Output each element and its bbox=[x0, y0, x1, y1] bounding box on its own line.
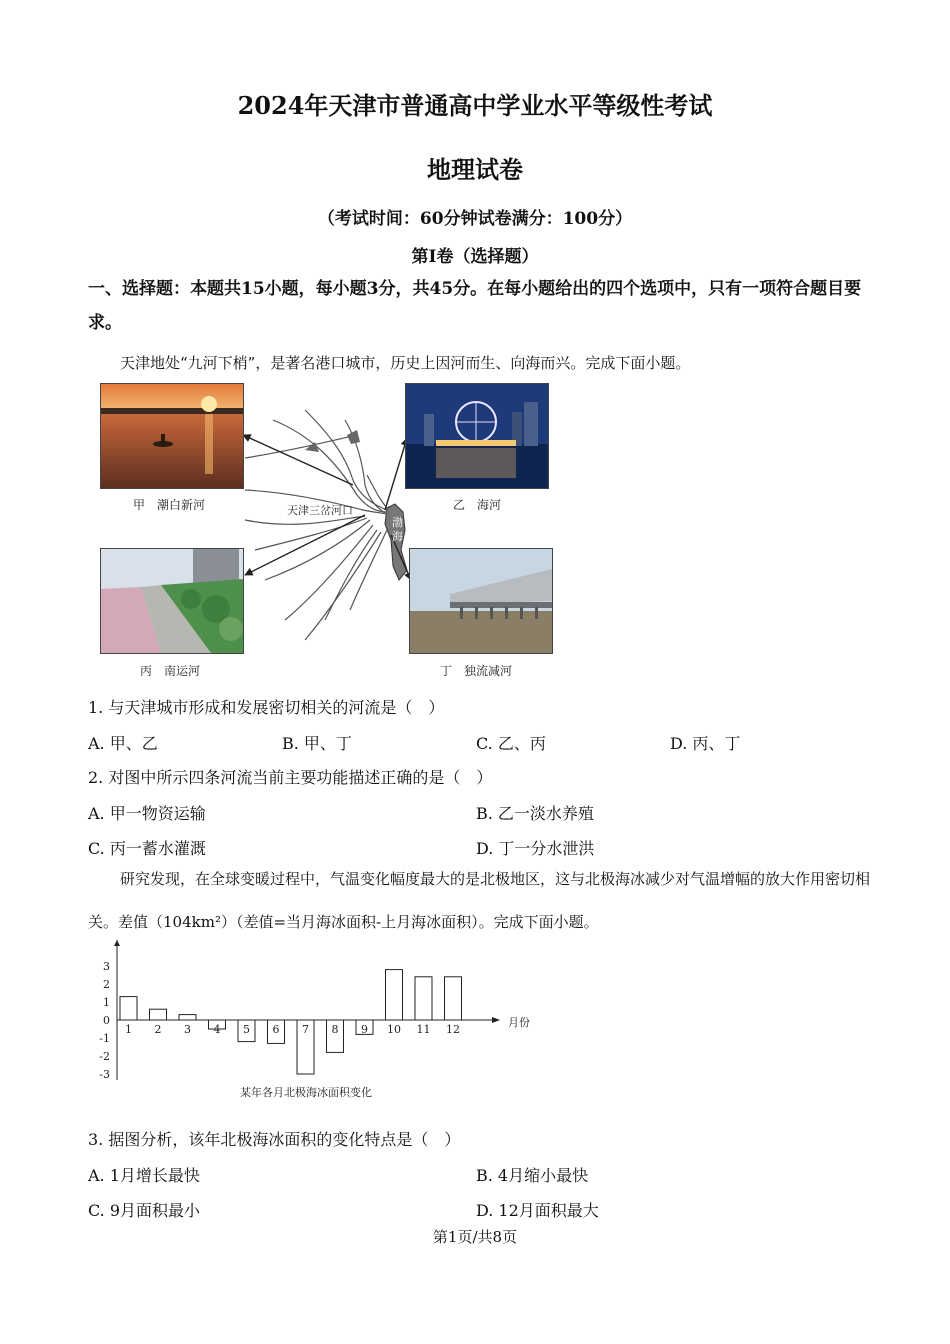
q1-option-d[interactable]: D. 丙、丁 bbox=[670, 734, 741, 753]
subject-title: 地理试卷 bbox=[427, 155, 523, 184]
passage-1: 天津地处“九河下梢”，是著名港口城市，历史上因河而生、向海而兴。完成下面小题。 bbox=[120, 354, 691, 372]
exam-info: （考试时间：60分钟试卷满分：100分） bbox=[317, 209, 633, 229]
bar-month-12 bbox=[445, 977, 462, 1020]
caption-jia: 甲 潮白新河 bbox=[133, 498, 206, 512]
q1-option-c[interactable]: C. 乙、丙 bbox=[476, 734, 546, 753]
photo-ding bbox=[409, 548, 553, 654]
q1-option-b[interactable]: B. 甲、丁 bbox=[282, 734, 352, 753]
q3-option-d[interactable]: D. 12月面积最大 bbox=[476, 1201, 599, 1220]
q2-option-d[interactable]: D. 丁一分水泄洪 bbox=[476, 839, 595, 858]
exam-title: 2024年天津市普通高中学业水平等级性考试 bbox=[237, 91, 713, 120]
x-tick-label: 3 bbox=[184, 1023, 191, 1036]
photo-jia bbox=[100, 383, 244, 489]
sea-ice-chart bbox=[90, 940, 540, 1105]
q2-stem: 2. 对图中所示四条河流当前主要功能描述正确的是（ ） bbox=[88, 768, 493, 787]
section-title: 一、选择题：本题共15小题，每小题3分，共45分。在每小题给出的四个选项中，只有一项符合题目要求。 bbox=[88, 279, 862, 333]
map-label-sea-1: 渤 bbox=[392, 516, 403, 529]
part-title: 第Ⅰ卷（选择题） bbox=[411, 247, 539, 267]
bar-month-11 bbox=[415, 977, 432, 1020]
bar-month-2 bbox=[150, 1009, 167, 1020]
x-tick-label: 10 bbox=[387, 1023, 401, 1036]
map-label-city: 天津三岔河口 bbox=[287, 504, 353, 517]
x-tick-label: 8 bbox=[331, 1023, 339, 1036]
x-axis-label: 月份 bbox=[508, 1016, 530, 1029]
y-tick-label: -3 bbox=[99, 1068, 110, 1081]
y-tick-label: 3 bbox=[103, 960, 110, 973]
y-tick-label: 2 bbox=[103, 978, 110, 991]
bar-month-3 bbox=[179, 1015, 196, 1020]
river-figure bbox=[95, 380, 560, 680]
y-tick-label: -1 bbox=[99, 1032, 110, 1045]
q2-option-b[interactable]: B. 乙一淡水养殖 bbox=[476, 804, 594, 823]
y-tick-label: -2 bbox=[99, 1050, 110, 1063]
q3-option-c[interactable]: C. 9月面积最小 bbox=[88, 1201, 201, 1220]
x-tick-label: 4 bbox=[213, 1023, 221, 1036]
bar-month-10 bbox=[386, 970, 403, 1020]
q1-option-a[interactable]: A. 甲、乙 bbox=[88, 734, 158, 753]
q3-stem: 3. 据图分析，该年北极海冰面积的变化特点是（ ） bbox=[88, 1130, 461, 1149]
x-tick-label: 5 bbox=[243, 1023, 250, 1036]
x-tick-label: 2 bbox=[154, 1023, 162, 1036]
q3-option-a[interactable]: A. 1月增长最快 bbox=[88, 1166, 200, 1185]
photo-bing bbox=[100, 548, 244, 654]
caption-yi: 乙 海河 bbox=[453, 498, 502, 512]
chart-title: 某年各月北极海冰面积变化 bbox=[240, 1086, 372, 1099]
q3-option-b[interactable]: B. 4月缩小最快 bbox=[476, 1166, 589, 1185]
passage-2: 研究发现，在全球变暖过程中，气温变化幅度最大的是北极地区，这与北极海冰减少对气温增幅的放大作用密切相关。差值（104km²）（差值=当月海冰面积-上月海冰面积）。完成下面小题。 bbox=[88, 870, 871, 931]
q2-option-a[interactable]: A. 甲一物资运输 bbox=[88, 804, 206, 823]
bar-month-1 bbox=[120, 997, 137, 1020]
caption-ding: 丁 独流减河 bbox=[440, 664, 513, 678]
x-tick-label: 11 bbox=[416, 1023, 431, 1036]
x-tick-label: 1 bbox=[125, 1023, 132, 1036]
map-label-sea-2: 海 bbox=[392, 530, 403, 543]
photo-yi bbox=[405, 383, 549, 489]
x-tick-label: 12 bbox=[446, 1023, 460, 1036]
x-tick-label: 6 bbox=[272, 1023, 280, 1036]
y-tick-label: 1 bbox=[103, 996, 110, 1009]
x-tick-label: 7 bbox=[302, 1023, 309, 1036]
page-footer: 第1页/共8页 bbox=[432, 1228, 518, 1246]
q1-stem: 1. 与天津城市形成和发展密切相关的河流是（ ） bbox=[88, 698, 445, 717]
x-tick-label: 9 bbox=[361, 1023, 368, 1036]
caption-bing: 丙 南运河 bbox=[140, 664, 201, 678]
q2-option-c[interactable]: C. 丙一蓄水灌溉 bbox=[88, 839, 206, 858]
y-tick-label: 0 bbox=[103, 1014, 110, 1027]
